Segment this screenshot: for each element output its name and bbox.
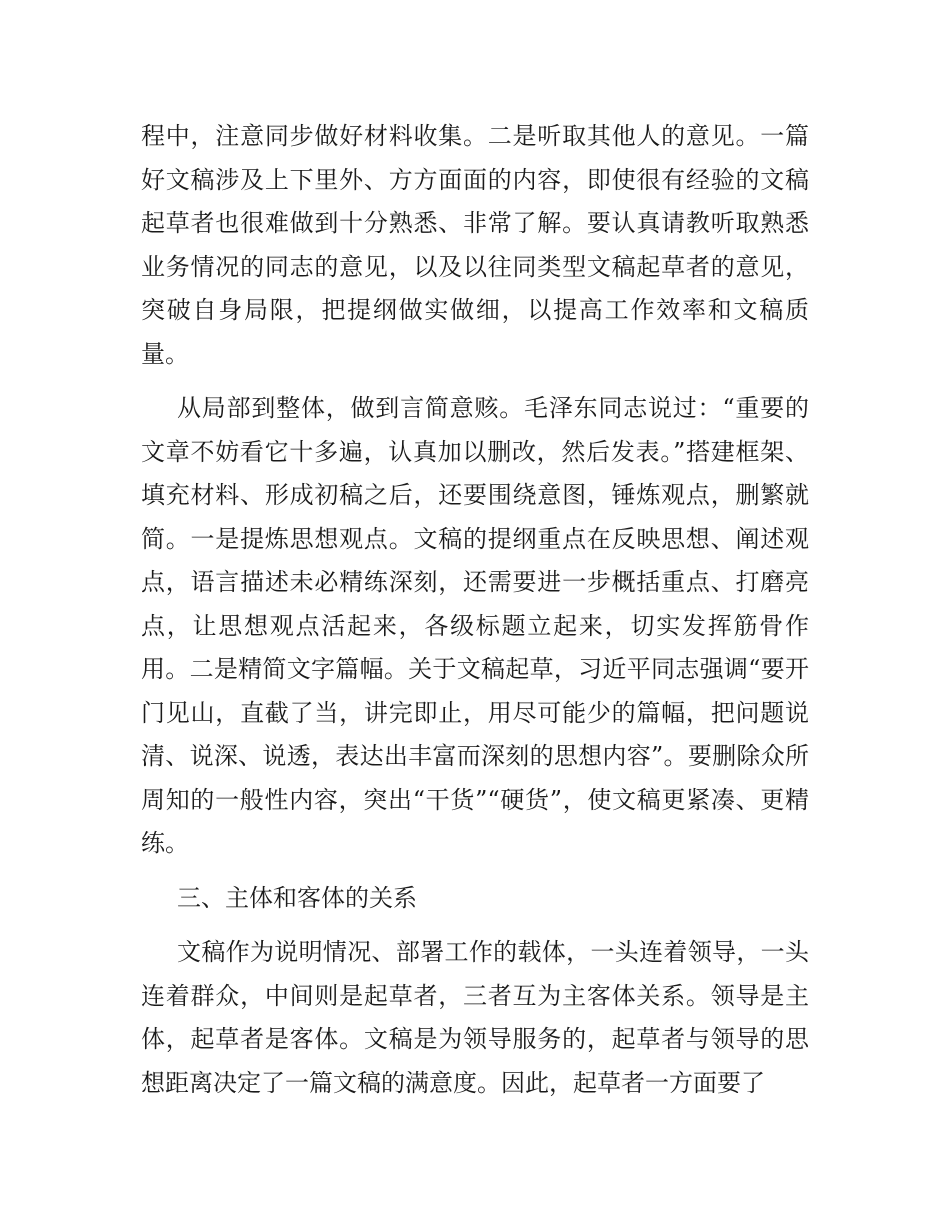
paragraph-continued-from-previous-page: 程中，注意同步做好材料收集。二是听取其他人的意见。一篇好文稿涉及上下里外、方方面面的内容，即使很有经验的文稿起草者也很难做到十分熟悉、非常了解。要认真请教听取熟悉业务情况的同志的意见，以及以往同类型文稿起草者的意见，突破自身局限，把提纲做实做细，以提高工作效率和文稿质量。 [141, 122, 809, 368]
paragraph-concise-writing: 从局部到整体，做到言简意赅。毛泽东同志说过：“重要的文章不妨看它十多遍，认真加以删改，然后发表。”搭建框架、填充材料、形成初稿之后，还要围绕意图，锤炼观点，删繁就简。一是提炼思想观点。文稿的提纲重点在反映思想、阐述观点，语言描述未必精练深刻，还需要进一步概括重点、打磨亮点，让思想观点活起来，各级标题立起来，切实发挥筋骨作用。二是精简文字篇幅。关于文稿起草，习近平同志强调“要开门见山，直截了当，讲完即止，用尽可能少的篇幅，把问题说清、说深、说透，表达出丰富而深刻的思想内容”。要删除众所周知的一般性内容，突出“干货”“硬货”，使文稿更紧凑、更精练。 [141, 394, 809, 857]
section-heading-subject-object: 三、主体和客体的关系 [177, 883, 417, 912]
document-body [141, 115, 809, 1116]
paragraph-subject-object-relation: 文稿作为说明情况、部署工作的载体，一头连着领导，一头连着群众，中间则是起草者，三者互为主客体关系。领导是主体，起草者是客体。文稿是为领导服务的，起草者与领导的思想距离决定了一篇文稿的满意度。因此，起草者一方面要了 [141, 938, 809, 1097]
